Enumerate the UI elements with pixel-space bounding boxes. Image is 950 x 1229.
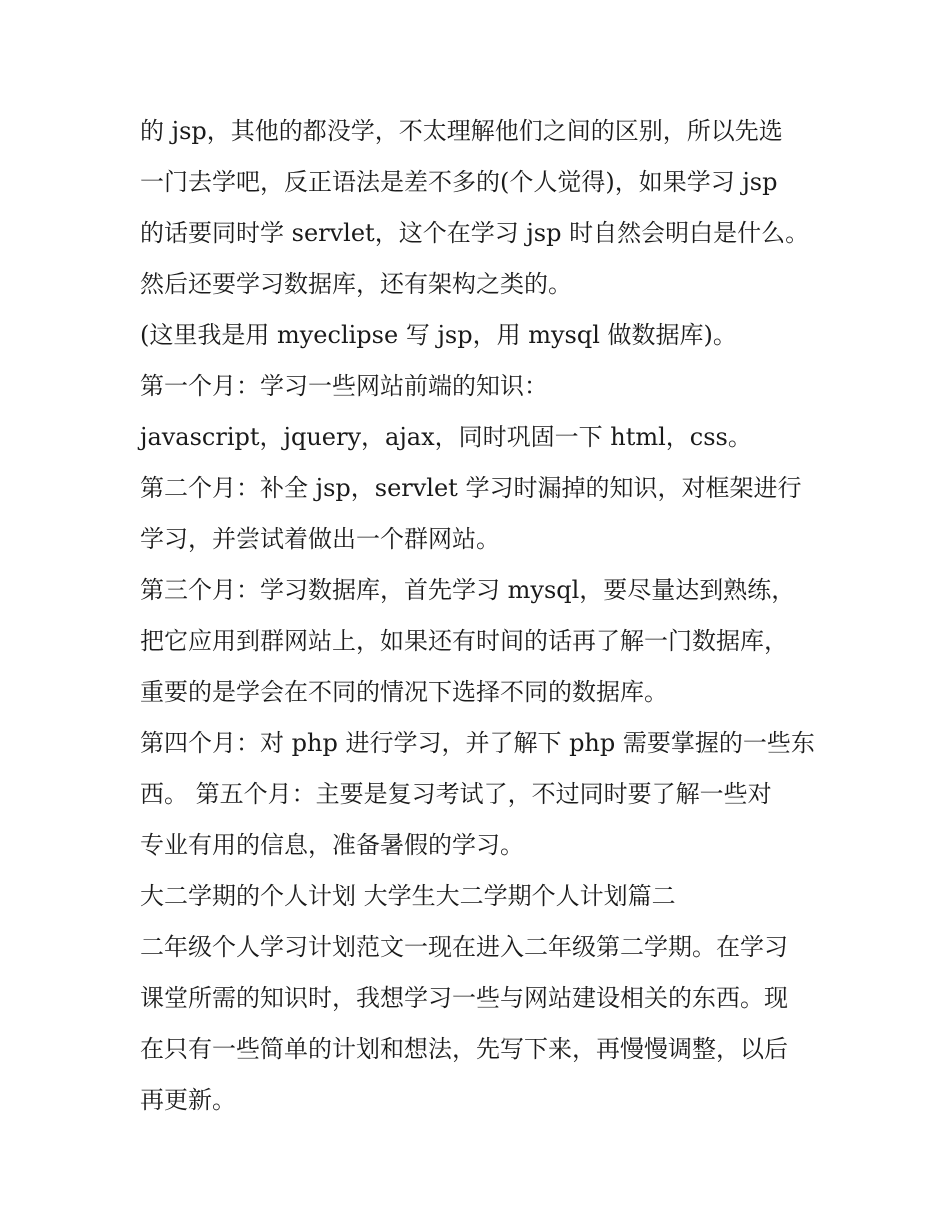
text-line: 把它应用到群网站上，如果还有时间的话再了解一门数据库， [140,627,788,655]
document-body [140,106,820,1126]
text-line: 二年级个人学习计划范文一现在进入二年级第二学期。在学习 [140,933,788,961]
section-heading-month-2: 第二个月：补全 jsp，servlet 学习时漏掉的知识，对框架进行 [140,474,802,502]
text-line: 再更新。 [140,1086,236,1114]
text-line: (这里我是用 myeclipse 写 jsp，用 mysql 做数据库)。 [140,321,737,349]
text-line: 专业有用的信息，准备暑假的学习。 [140,831,524,859]
section-title: 大二学期的个人计划 大学生大二学期个人计划篇二 [140,882,676,910]
text-line: 的 jsp，其他的都没学，不太理解他们之间的区别，所以先选 [140,117,783,145]
text-line: 课堂所需的知识时，我想学习一些与网站建设相关的东西。现 [140,984,788,1012]
text-line: 然后还要学习数据库，还有架构之类的。 [140,270,572,298]
text-line: 西。 第五个月：主要是复习考试了，不过同时要了解一些对 [140,780,772,808]
section-heading-month-1: 第一个月：学习一些网站前端的知识： [140,372,548,400]
text-line: 学习，并尝试着做出一个群网站。 [140,525,500,553]
section-heading-month-3: 第三个月：学习数据库，首先学习 mysql，要尽量达到熟练， [140,576,796,604]
text-line: 的话要同时学 servlet，这个在学习 jsp 时自然会明白是什么。 [140,219,810,247]
text-line: 一门去学吧，反正语法是差不多的(个人觉得)，如果学习 jsp [140,168,778,196]
text-line: 在只有一些简单的计划和想法，先写下来，再慢慢调整，以后 [140,1035,788,1063]
text-line: 重要的是学会在不同的情况下选择不同的数据库。 [140,678,668,706]
section-heading-month-4: 第四个月：对 php 进行学习，并了解下 php 需要掌握的一些东 [140,729,815,757]
text-line: javascript，jquery，ajax，同时巩固一下 html，css。 [140,423,752,451]
